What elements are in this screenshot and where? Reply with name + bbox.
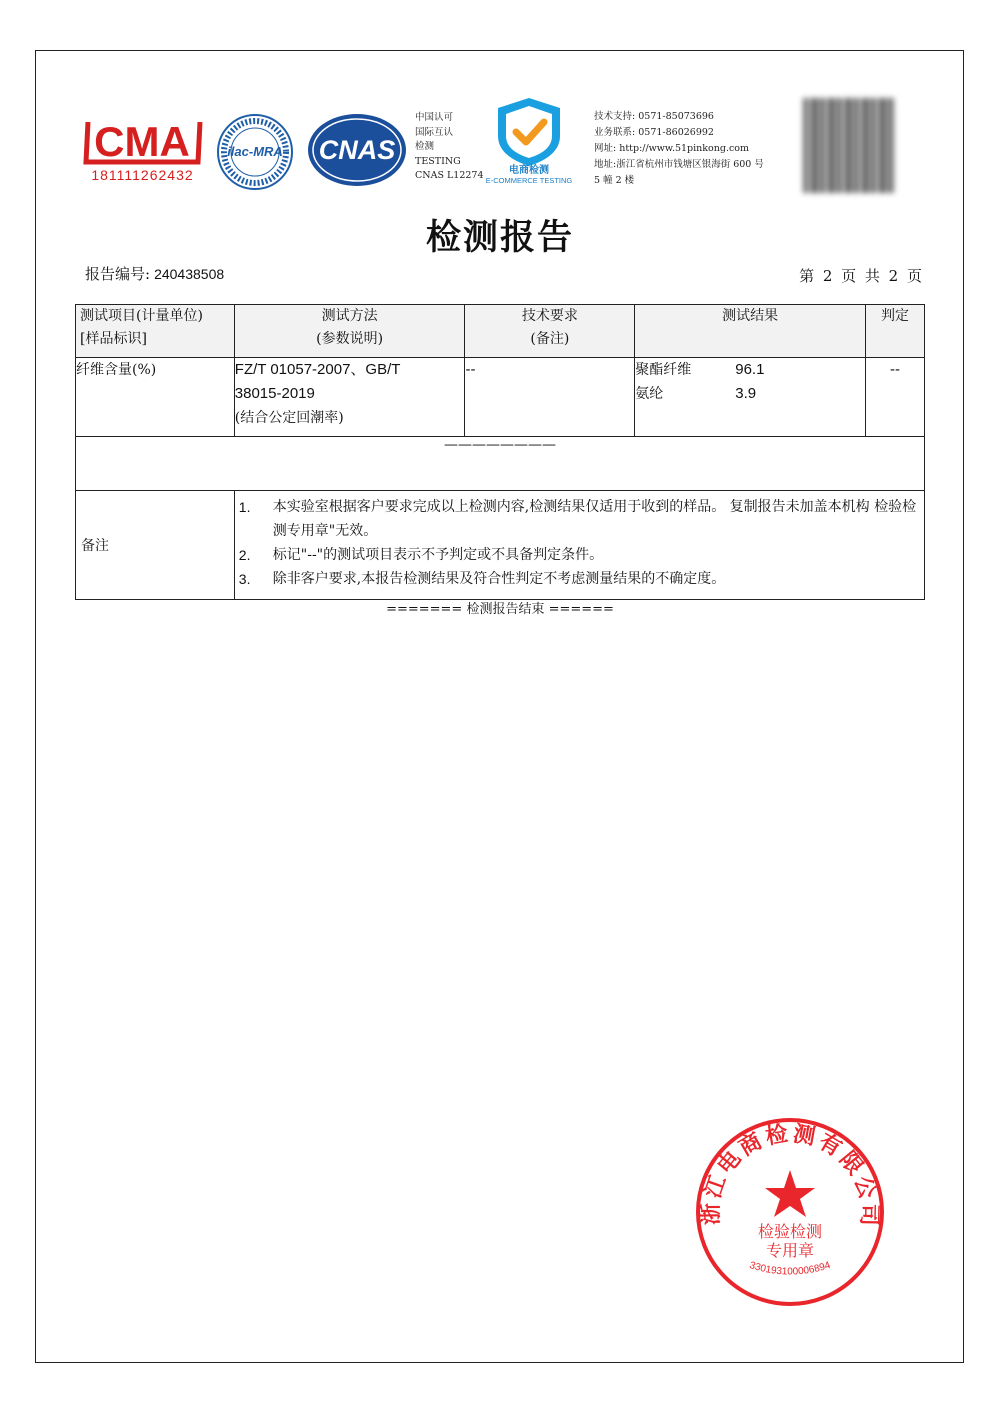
seal-line1: 检验检测: [757, 1222, 823, 1241]
seal-company-name: 浙江电商检测有限公司: [698, 1121, 882, 1227]
table-row: [76, 358, 925, 437]
note-item: [239, 543, 920, 567]
table-header-row: [76, 305, 925, 358]
header-test-method-line1: 测试方法: [321, 308, 378, 324]
tech-support-phone: 0571-85073696: [638, 111, 714, 122]
cnas-info-line: 国际互认: [415, 126, 454, 138]
seal-star-icon: [765, 1170, 815, 1217]
result-line: [635, 382, 865, 406]
address: 浙江省杭州市钱塘区银海街 600 号: [616, 159, 764, 170]
result-value: 3.9: [735, 385, 757, 402]
page-title: 检测报告: [425, 217, 574, 258]
cell-test-item: 纤维含量(%): [76, 358, 235, 437]
cnas-info: [415, 111, 484, 184]
note-text: 标记"--"的测试项目表示不予判定或不具备判定条件。: [272, 547, 604, 563]
address-label: 地址:: [594, 159, 617, 170]
header-result-label: 测试结果: [722, 308, 779, 324]
header-test-item-line2: [样品标识]: [80, 331, 147, 347]
cnas-info-line: 检测: [415, 141, 435, 152]
website-url[interactable]: http://www.51pinkong.com: [619, 143, 750, 154]
note-text: 除非客户要求,本报告检测结果及符合性判定不考虑测量结果的不确定度。: [272, 571, 726, 587]
official-seal: [690, 1112, 890, 1312]
result-line: [635, 358, 865, 382]
result-value: 96.1: [735, 361, 765, 378]
cnas-info-line: 中国认可: [415, 112, 454, 123]
address-line2: 5 幢 2 楼: [594, 175, 635, 186]
header-test-item-line1: 测试项目(计量单位): [80, 308, 203, 324]
separator-row: [76, 437, 925, 491]
header-requirement-line1: 技术要求: [521, 308, 578, 324]
cnas-logo: [305, 110, 410, 190]
ecommerce-cn: 电商检测: [509, 165, 549, 176]
separator-line: ————————: [76, 437, 925, 491]
header-test-item: [76, 305, 235, 358]
notes-content: [234, 491, 924, 600]
report-number: [85, 263, 224, 284]
note-number: 1.: [238, 499, 251, 515]
notes-row: [76, 491, 925, 600]
cnas-text: CNAS: [318, 135, 396, 165]
method-line2: 38015-2019: [234, 385, 315, 402]
cma-logo-text: CMA: [94, 118, 190, 165]
cell-judge: --: [866, 358, 925, 437]
notes-label: 备注: [76, 491, 235, 600]
note-text: 本实验室根据客户要求完成以上检测内容,检测结果仅适用于收到的样品。 复制报告未加盖本机构 检验检测专用章"无效。: [272, 499, 917, 539]
report-number-label: 报告编号:: [85, 265, 151, 283]
cell-result: [635, 358, 866, 437]
qr-code: [803, 98, 895, 193]
note-item: [239, 495, 920, 543]
method-line3: (结合公定回潮率): [234, 410, 344, 426]
ilac-mra-logo: [215, 112, 295, 192]
tech-support-label: 技术支持:: [594, 111, 636, 122]
note-number: 3.: [238, 571, 251, 587]
ecommerce-testing-logo: [482, 96, 577, 186]
note-item: [239, 567, 920, 591]
business-label: 业务联系:: [594, 127, 636, 138]
seal-line2: 专用章: [765, 1241, 815, 1260]
ilac-text: ilac-MRA: [227, 144, 283, 159]
cnas-info-line: TESTING: [415, 155, 461, 167]
cnas-info-line: CNAS L12274: [415, 170, 484, 181]
result-name: 聚酯纤维: [635, 362, 692, 378]
website-label: 网址:: [594, 143, 617, 154]
report-number-value: 240438508: [154, 266, 225, 282]
header-judge-label: 判定: [881, 308, 910, 324]
note-number: 2.: [238, 547, 251, 563]
header-requirement-line2: (备注): [530, 331, 570, 347]
results-table: [75, 304, 925, 600]
end-of-report-marker: ======= 检测报告结束 ======: [386, 602, 614, 617]
page-indicator: 第 2 页 共 2 页: [799, 267, 922, 285]
ecommerce-en: E-COMMERCE TESTING: [485, 176, 573, 185]
header-result: [635, 305, 866, 358]
result-name: 氨纶: [635, 386, 664, 402]
cma-number: 181111262432: [91, 167, 194, 183]
cell-test-method: [234, 358, 465, 437]
header-requirement: [465, 305, 635, 358]
header-test-method: [234, 305, 465, 358]
method-line1: FZ/T 01057-2007、GB/T: [234, 361, 401, 378]
seal-number: 330193100006894: [748, 1259, 832, 1278]
business-phone: 0571-86026992: [638, 127, 714, 138]
contact-info: [594, 109, 764, 189]
cell-requirement: --: [465, 358, 635, 437]
header-test-method-line2: (参数说明): [316, 331, 384, 347]
header-judge: [866, 305, 925, 358]
